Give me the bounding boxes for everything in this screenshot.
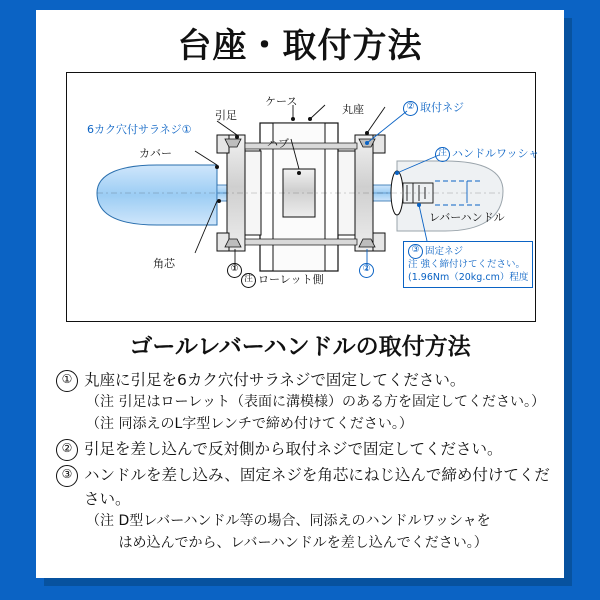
instruction-list — [56, 368, 556, 557]
label-handle-washer: 注 ハンドルワッシャ — [435, 145, 539, 162]
label-kakushin: 角芯 — [153, 257, 175, 270]
marker-two-callout — [359, 263, 376, 278]
page-title: 台座・取付方法 — [177, 25, 423, 66]
label-mount-screw: ② 取付ネジ — [403, 99, 464, 116]
step-body — [84, 368, 556, 435]
marker-one-icon: ① — [227, 263, 242, 278]
list-item — [56, 437, 556, 461]
label-maruza: 丸座 — [342, 103, 364, 116]
assembly-diagram — [66, 72, 540, 322]
label-knurl-side: 注 ローレット側 — [241, 271, 324, 288]
step-text: 丸座に引足を6カク穴付サラネジで固定してください。 — [84, 371, 466, 389]
note-mark-icon-2: 注 — [435, 147, 450, 162]
marker-three-icon: ③ — [408, 244, 423, 259]
label-hub: ハブ — [267, 137, 289, 150]
step-note: はめ込んでから、レバーハンドルを差し込んでください。） — [86, 535, 488, 552]
marker-two-icon-2: ② — [359, 263, 374, 278]
step-note: （注 D型レバーハンドル等の場合、同添えのハンドルワッシャを — [86, 513, 491, 530]
step-text: ハンドルを差し込み、固定ネジを角芯にねじ込んで締め付けてください。 — [84, 466, 550, 509]
fix-screw-torque: (1.96Nm（20kg.cm）程度 — [408, 271, 529, 283]
step-note: （注 同添えのL字型レンチで締め付けてください。） — [86, 415, 413, 432]
section-subtitle: ゴールレバーハンドルの取付方法 — [129, 334, 471, 360]
title-band — [36, 14, 564, 70]
label-sara-screw: 6カク穴付サラネジ① — [87, 123, 192, 136]
step-number: ① — [56, 370, 78, 392]
step-text: 引足を差し込んで反対側から取付ネジで固定してください。 — [84, 440, 503, 459]
marker-one-callout — [227, 263, 244, 278]
marker-two-icon: ② — [403, 101, 418, 116]
step-number: ② — [56, 439, 78, 461]
step-number: ③ — [56, 465, 78, 487]
fix-screw-note: 注 強く締付けてください。 — [408, 259, 526, 270]
step-note: （注 引足はローレット（表面に溝模様）のある方を固定してください。） — [86, 394, 546, 411]
note-mark-icon: 注 — [241, 273, 256, 288]
label-case: ケース — [265, 95, 298, 108]
step-body — [84, 463, 556, 554]
list-item — [56, 463, 556, 554]
list-item — [56, 368, 556, 435]
label-hikiashi: 引足 — [215, 109, 237, 122]
step-body — [84, 437, 556, 461]
fix-screw-note-box — [403, 241, 533, 288]
label-cover: カバー — [139, 147, 172, 160]
label-lever-handle: レバーハンドル — [429, 211, 505, 224]
fix-screw-title: ③ 固定ネジ — [408, 244, 528, 259]
